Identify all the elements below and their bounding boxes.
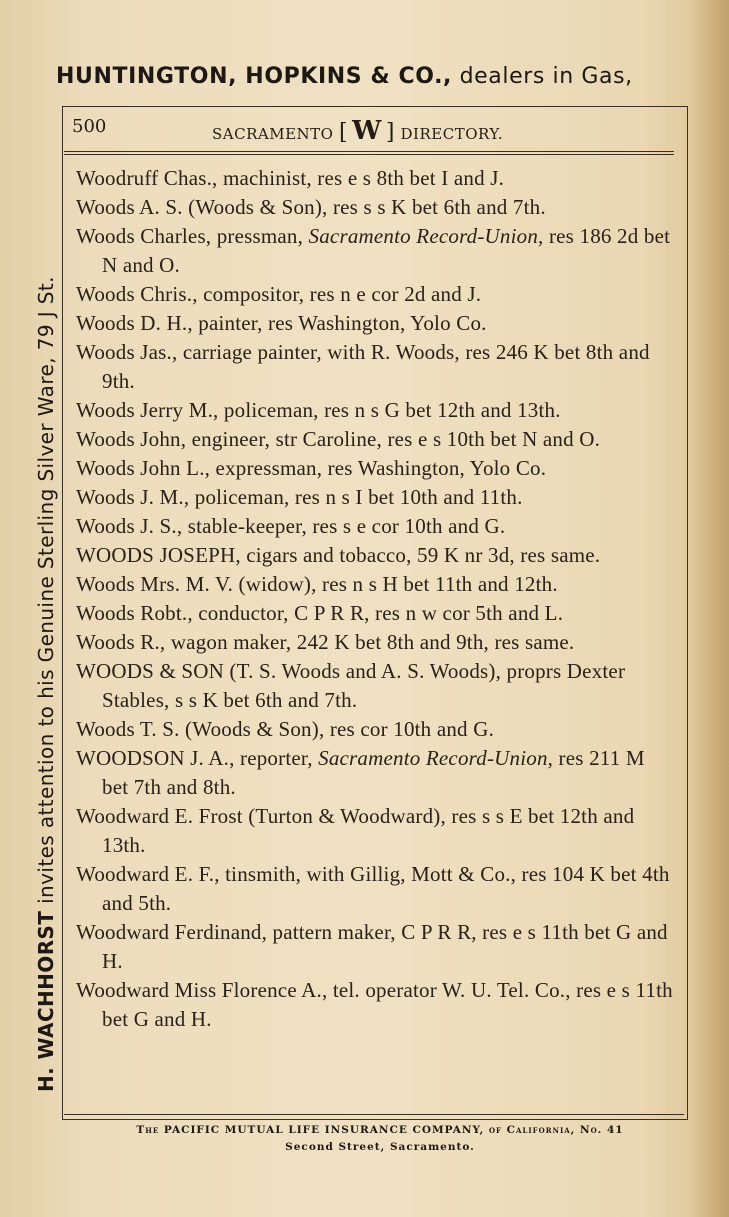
side-advert-text: invites attention to his Genuine Sterling Silver Ware, 79 J St.	[34, 276, 58, 911]
directory-entry: Woods Robt., conductor, C P R R, res n w cor 5th and L.	[76, 601, 564, 625]
directory-entry: Woodward Miss Florence A., tel. operator W. U. Tel. Co., res e s 11th bet G and H.	[76, 978, 673, 1031]
header-close-bracket: ]	[385, 120, 395, 145]
page-number: 500	[72, 116, 107, 137]
top-advert-name: HUNTINGTON, HOPKINS & CO.,	[56, 64, 453, 89]
header-city: SACRAMENTO	[212, 125, 334, 143]
side-advertisement	[34, 132, 58, 1092]
directory-entry: Woods A. S. (Woods & Son), res s s K bet 6th and 7th.	[76, 195, 546, 219]
directory-entry: Woodward E. Frost (Turton & Woodward), res s s E bet 12th and 13th.	[76, 804, 635, 857]
directory-entry: WOODS & SON (T. S. Woods and A. S. Woods), proprs Dexter Stables, s s K bet 6th and 7th.	[76, 659, 626, 712]
footer-rule	[64, 1114, 684, 1115]
directory-entry: Woods Jas., carriage painter, with R. Woods, res 246 K bet 8th and 9th.	[76, 340, 650, 393]
header-letter: W	[352, 116, 382, 146]
header-rule	[64, 151, 674, 155]
directory-entry: Woods John, engineer, str Caroline, res e s 10th bet N and O.	[76, 427, 601, 451]
directory-entry	[76, 744, 676, 802]
page-edge-shadow	[689, 0, 729, 1217]
directory-entry: Woods Chris., compositor, res n e cor 2d and J.	[76, 282, 482, 306]
directory-entry: Woodward Ferdinand, pattern maker, C P R R, res e s 11th bet G and H.	[76, 920, 668, 973]
footer-advertisement	[70, 1122, 690, 1156]
directory-entry: Woods J. S., stable-keeper, res s e cor 10th and G.	[76, 514, 506, 538]
header-title	[212, 116, 503, 146]
footer-line-2: Second Street, Sacramento.	[285, 1141, 475, 1153]
directory-entry: Woodruff Chas., machinist, res e s 8th bet I and J.	[76, 166, 505, 190]
entry-text: WOODSON J. A., reporter,	[76, 746, 319, 770]
header-directory: DIRECTORY.	[400, 125, 504, 143]
directory-entry: Woods John L., expressman, res Washington, Yolo Co.	[76, 456, 547, 480]
directory-entry: Woods Mrs. M. V. (widow), res n s H bet 11th and 12th.	[76, 572, 558, 596]
entry-publication: Sacramento Record-Union,	[318, 746, 554, 770]
header-open-bracket: [	[339, 120, 349, 145]
top-advert-text: dealers in Gas,	[452, 64, 633, 89]
entry-publication: Sacramento Record-Union,	[308, 224, 544, 248]
directory-entry: Woods R., wagon maker, 242 K bet 8th and 9th, res same.	[76, 630, 575, 654]
entry-text: res 186 2d bet N and O.	[102, 224, 671, 277]
directory-entry: Woods T. S. (Woods & Son), res cor 10th and G.	[76, 717, 495, 741]
side-advert-name: H. WACHHORST	[34, 910, 58, 1092]
directory-entry: Woodward E. F., tinsmith, with Gillig, Mott & Co., res 104 K bet 4th and 5th.	[76, 862, 670, 915]
running-header	[64, 112, 684, 144]
directory-entry: Woods J. M., policeman, res n s I bet 10th and 11th.	[76, 485, 523, 509]
directory-entry: Woods Jerry M., policeman, res n s G bet 12th and 13th.	[76, 398, 561, 422]
footer-line-1: The PACIFIC MUTUAL LIFE INSURANCE COMPANY, of California, No. 41	[136, 1124, 624, 1136]
directory-entry: Woods D. H., painter, res Washington, Yolo Co.	[76, 311, 487, 335]
entry-text: Woods Charles, pressman,	[76, 224, 309, 248]
top-advertisement	[56, 64, 706, 89]
entry-text: res 211 M bet 7th and 8th.	[102, 746, 645, 799]
directory-entry	[76, 222, 676, 280]
directory-entry: WOODS JOSEPH, cigars and tobacco, 59 K nr 3d, res same.	[76, 543, 601, 567]
directory-entries	[76, 164, 676, 1034]
